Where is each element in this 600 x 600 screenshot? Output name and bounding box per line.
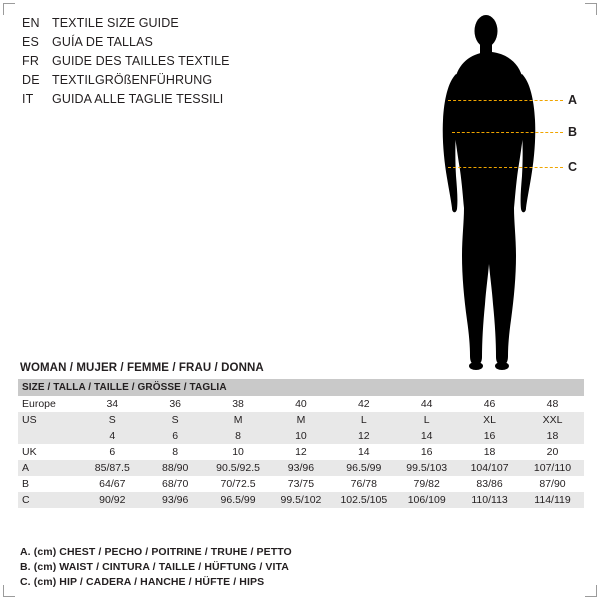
- table-header-row: [18, 379, 584, 396]
- measure-line-a: [448, 100, 563, 101]
- measure-label-c: C: [568, 160, 578, 174]
- size-table-area: [18, 362, 584, 508]
- section-title-woman: WOMAN / MUJER / FEMME / FRAU / DONNA: [20, 362, 264, 374]
- cell: 20: [546, 446, 559, 458]
- cell: 38: [232, 398, 244, 410]
- language-code-fr: FR: [22, 54, 40, 68]
- cell: 90/92: [81, 492, 144, 508]
- cell: 88/90: [144, 460, 207, 476]
- row-label: Europe: [22, 398, 56, 410]
- row-label: [18, 428, 81, 444]
- cell: 4: [81, 428, 144, 444]
- cell: 99.5/102: [270, 492, 333, 508]
- cell: 85/87.5: [81, 460, 144, 476]
- table-row: [18, 428, 584, 444]
- language-row-it: [22, 90, 322, 109]
- language-code-en: EN: [22, 16, 40, 30]
- cell: 68/70: [162, 478, 189, 490]
- cell: 44: [420, 398, 433, 410]
- cell: 107/110: [521, 460, 584, 476]
- language-code-de: DE: [22, 73, 40, 87]
- size-table: [18, 379, 584, 508]
- cell: S: [81, 412, 144, 428]
- cell: 99.5/103: [395, 460, 458, 476]
- measure-label-a: A: [568, 93, 578, 107]
- cell: 64/67: [99, 478, 126, 490]
- cell: XL: [458, 412, 521, 428]
- cell: 83/86: [476, 478, 503, 490]
- cell: 46: [483, 398, 496, 410]
- cell: 87/90: [539, 478, 566, 490]
- table-row: [18, 396, 584, 412]
- language-title-it: GUIDA ALLE TAGLIE TESSILI: [52, 92, 224, 106]
- cell: 106/109: [395, 492, 458, 508]
- cell: 34: [106, 398, 119, 410]
- table-row: [18, 476, 584, 492]
- cell: XXL: [521, 412, 584, 428]
- cell: 96.5/99: [207, 492, 270, 508]
- table-row: [18, 444, 584, 460]
- cell: 36: [169, 398, 182, 410]
- cell: 16: [458, 428, 521, 444]
- cell: 6: [144, 428, 207, 444]
- row-label: US: [18, 412, 81, 428]
- language-title-de: TEXTILGRÖßENFÜHRUNG: [52, 73, 213, 87]
- cell: 18: [521, 428, 584, 444]
- measure-label-b: B: [568, 125, 578, 139]
- cell: S: [144, 412, 207, 428]
- cell: 90.5/92.5: [207, 460, 270, 476]
- language-row-de: [22, 71, 322, 90]
- cell: 10: [232, 446, 244, 458]
- measure-line-c: [448, 167, 563, 168]
- language-row-es: [22, 33, 322, 52]
- corner-mark-bottom-left: [3, 585, 15, 597]
- row-label: A: [18, 460, 81, 476]
- cell: 8: [207, 428, 270, 444]
- language-title-es: GUÍA DE TALLAS: [52, 35, 153, 49]
- cell: 6: [109, 446, 116, 458]
- body-figure: [400, 8, 600, 370]
- measure-line-b: [452, 132, 563, 133]
- table-row: [18, 412, 584, 428]
- language-titles: [22, 14, 322, 109]
- cell: 12: [332, 428, 395, 444]
- language-code-it: IT: [22, 92, 34, 106]
- row-label: UK: [22, 446, 37, 458]
- cell: 40: [295, 398, 307, 410]
- legend-item-c: C. (cm) HIP / CADERA / HANCHE / HÜFTE / HIPS: [20, 576, 265, 588]
- language-title-en: TEXTILE SIZE GUIDE: [52, 16, 179, 30]
- cell: 104/107: [458, 460, 521, 476]
- cell: 79/82: [413, 478, 440, 490]
- cell: 48: [546, 398, 559, 410]
- cell: 14: [357, 446, 370, 458]
- table-row: [18, 460, 584, 476]
- cell: 93/96: [144, 492, 207, 508]
- cell: 93/96: [270, 460, 333, 476]
- cell: 110/113: [458, 492, 521, 508]
- cell: L: [332, 412, 395, 428]
- cell: M: [270, 412, 333, 428]
- language-row-en: [22, 14, 322, 33]
- cell: 8: [172, 446, 179, 458]
- language-row-fr: [22, 52, 322, 71]
- legend-item-b: B. (cm) WAIST / CINTURA / TAILLE / HÜFTUNG / VITA: [20, 561, 289, 573]
- cell: 14: [395, 428, 458, 444]
- cell: 42: [357, 398, 370, 410]
- cell: 102.5/105: [332, 492, 395, 508]
- cell: M: [207, 412, 270, 428]
- woman-silhouette-icon: [400, 8, 600, 370]
- row-label: C: [18, 492, 81, 508]
- cell: L: [395, 412, 458, 428]
- language-code-es: ES: [22, 35, 40, 49]
- cell: 114/119: [521, 492, 584, 508]
- row-label: B: [22, 478, 30, 490]
- legend-item-a: A. (cm) CHEST / PECHO / POITRINE / TRUHE / PETTO: [20, 546, 292, 558]
- cell: 12: [295, 446, 307, 458]
- cell: 76/78: [350, 478, 377, 490]
- language-title-fr: GUIDE DES TAILLES TEXTILE: [52, 54, 230, 68]
- cell: 73/75: [287, 478, 315, 490]
- cell: 70/72.5: [220, 478, 256, 490]
- cell: 96.5/99: [332, 460, 395, 476]
- corner-mark-bottom-right: [585, 585, 597, 597]
- table-row: [18, 492, 584, 508]
- table-header-label: SIZE / TALLA / TAILLE / GRÖSSE / TAGLIA: [18, 379, 584, 396]
- corner-mark-top-left: [3, 3, 15, 15]
- cell: 10: [270, 428, 333, 444]
- cell: 18: [483, 446, 496, 458]
- cell: 16: [420, 446, 433, 458]
- measurement-legend: [20, 545, 540, 590]
